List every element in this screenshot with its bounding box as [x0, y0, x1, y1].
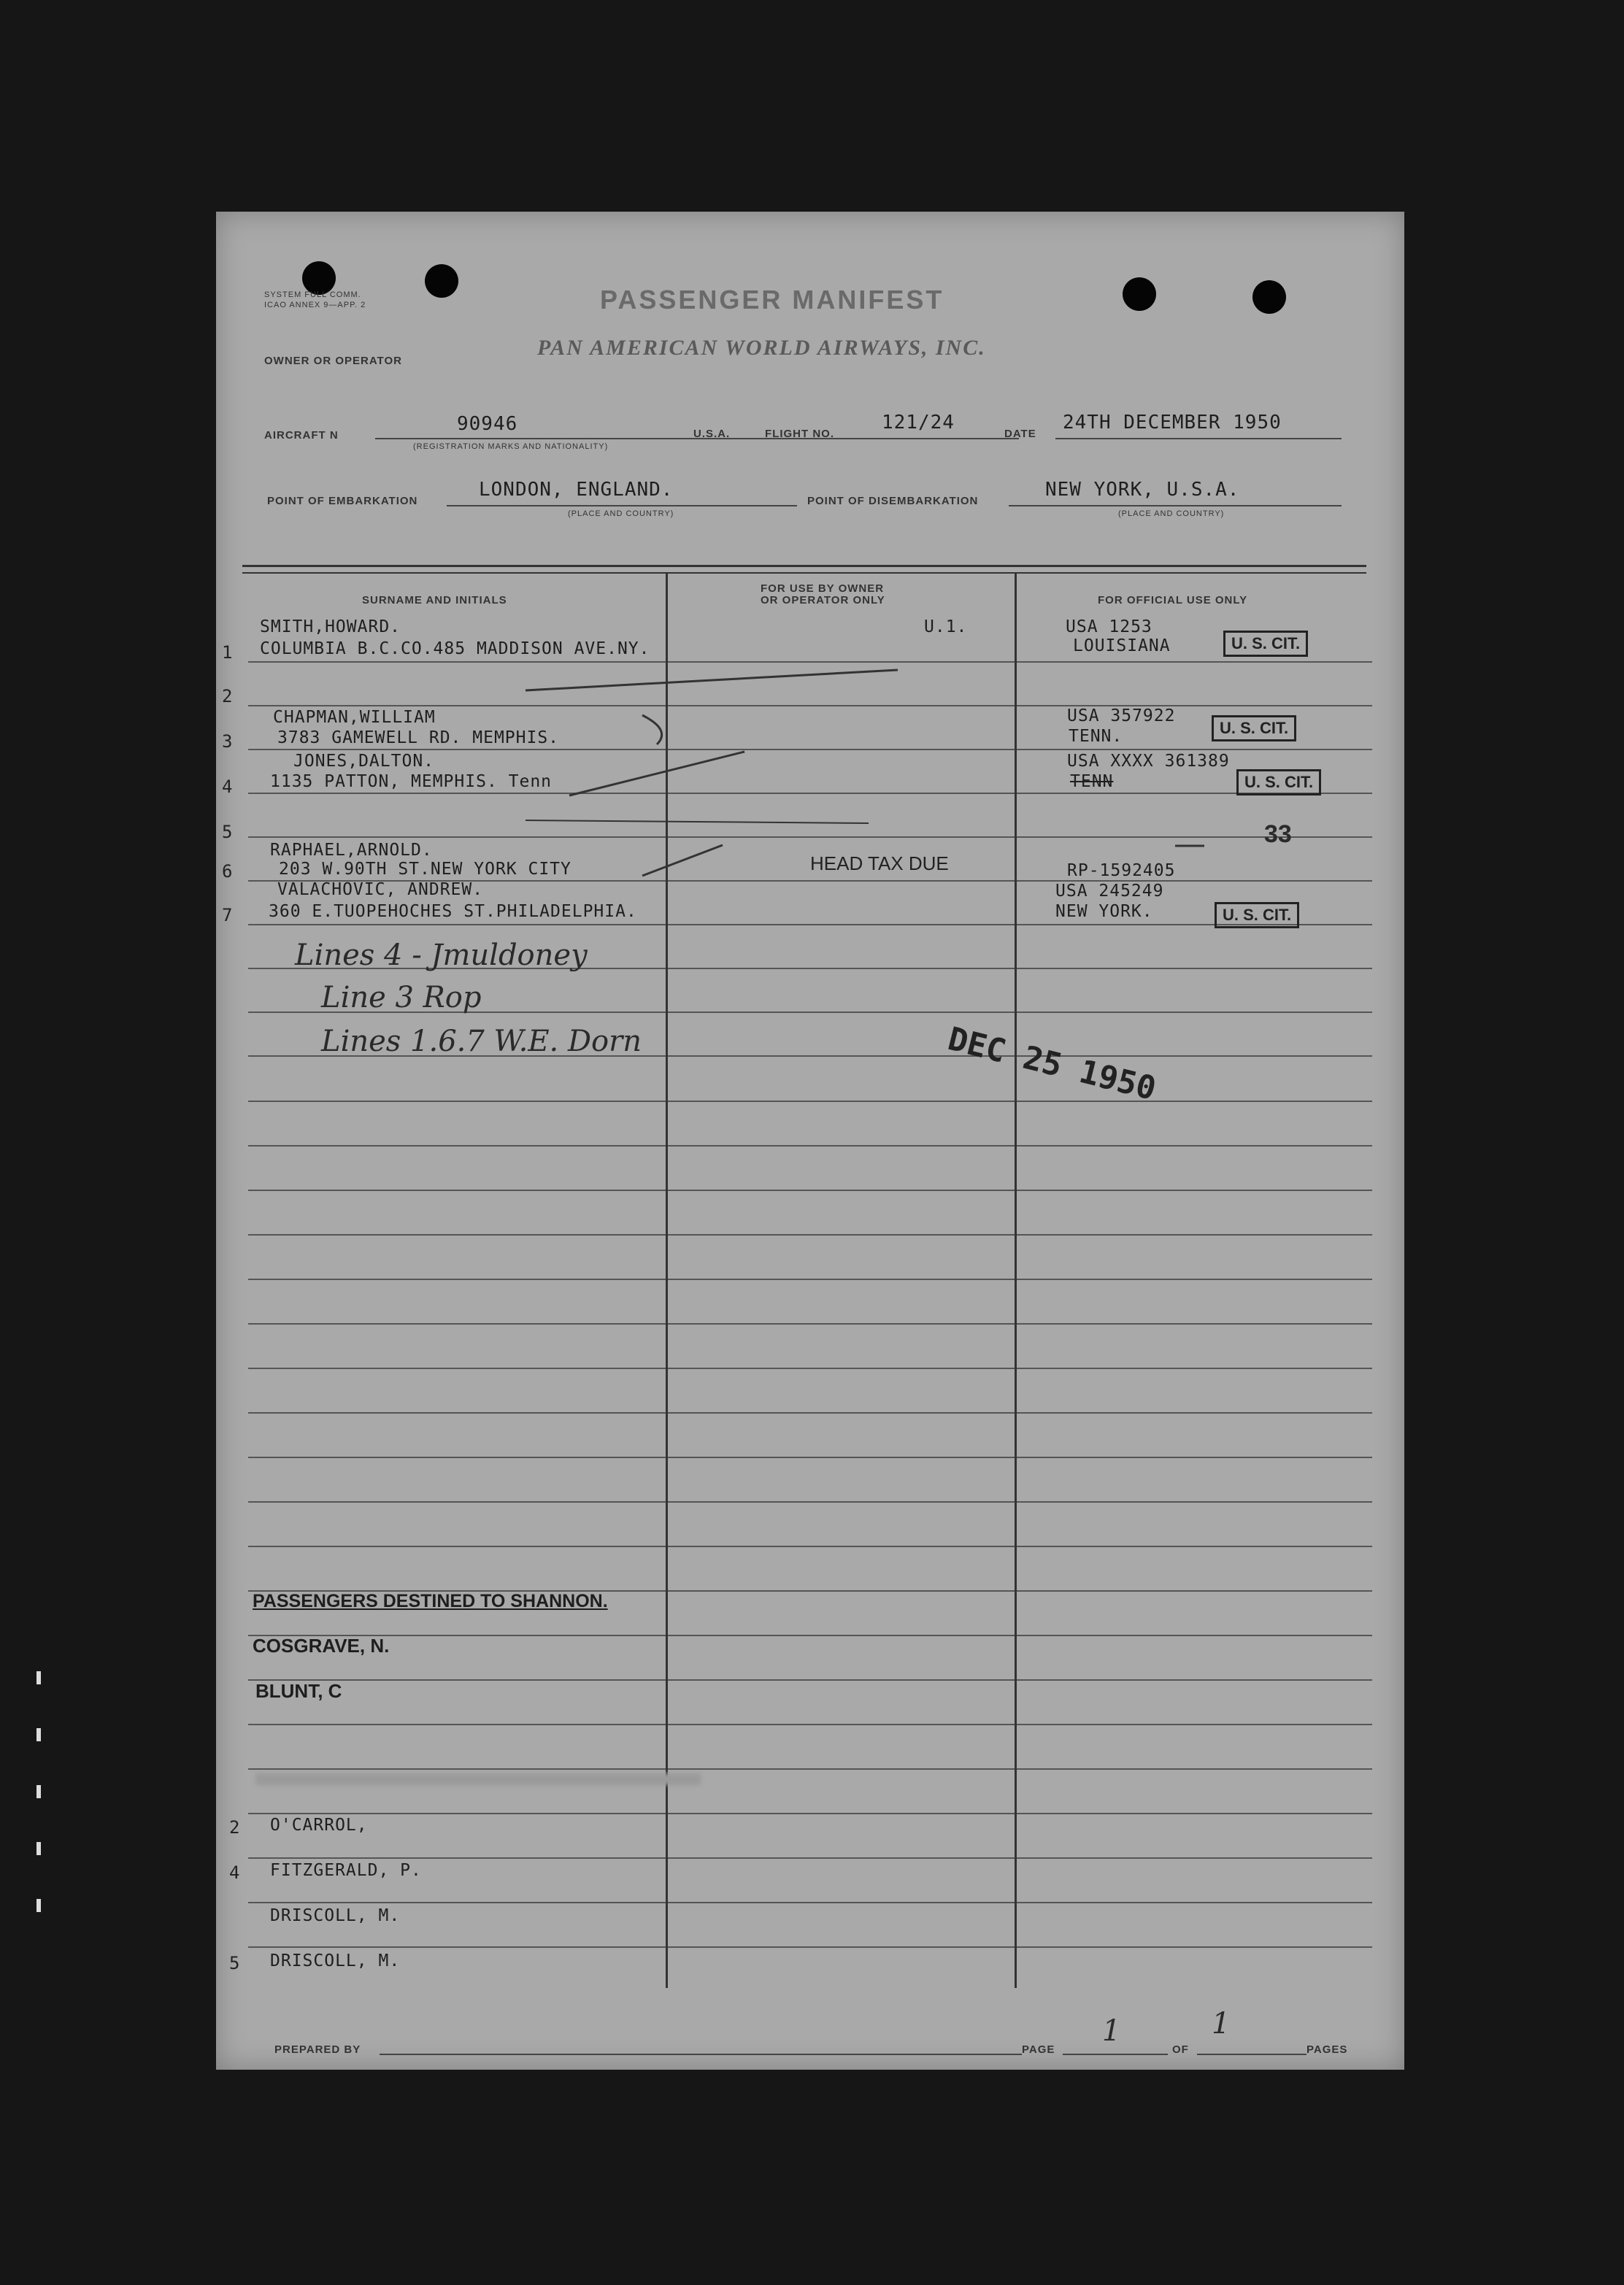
passenger-address: COLUMBIA B.C.CO.485 MADDISON AVE.NY. — [260, 639, 650, 658]
embark-place-note: (PLACE AND COUNTRY) — [568, 509, 674, 518]
passenger-name: O'CARROL, — [270, 1816, 368, 1835]
redacted-line — [255, 1773, 701, 1785]
passenger-name: DRISCOLL, M. — [270, 1906, 401, 1925]
of-label: OF — [1172, 2043, 1189, 2056]
embark-value: LONDON, ENGLAND. — [479, 479, 674, 501]
official-entry: TENN — [1070, 772, 1114, 791]
passenger-address: 3783 GAMEWELL RD. MEMPHIS. — [277, 728, 560, 747]
form-ref-1: SYSTEM FULL COMM. — [264, 290, 361, 299]
passenger-address: 203 W.90TH ST.NEW YORK CITY — [279, 860, 572, 879]
date-value: 24TH DECEMBER 1950 — [1063, 412, 1282, 434]
handwritten-note: Line 3 Rop — [321, 981, 482, 1014]
prepared-by-label: PREPARED BY — [274, 2043, 361, 2056]
line-number: 4 — [229, 1862, 240, 1883]
passenger-address: 1135 PATTON, MEMPHIS. Tenn — [270, 772, 553, 791]
head-tax-note: HEAD TAX DUE — [810, 852, 949, 874]
flight-value: 121/24 — [882, 412, 955, 434]
passenger-name: CHAPMAN,WILLIAM — [273, 708, 436, 727]
official-entry: USA XXXX 361389 — [1067, 752, 1230, 771]
shannon-header: PASSENGERS DESTINED TO SHANNON. — [253, 1591, 608, 1611]
page-label: PAGE — [1022, 2043, 1055, 2056]
embark-label: POINT OF EMBARKATION — [267, 495, 418, 507]
form-title: PASSENGER MANIFEST — [600, 285, 944, 315]
citizen-stamp: U. S. CIT. — [1236, 769, 1321, 795]
official-entry: USA 1253 — [1066, 617, 1152, 636]
date-label: DATE — [1004, 428, 1036, 440]
scan-edge-marks — [32, 1671, 47, 1978]
total-pages: 1 — [1212, 2007, 1231, 2041]
pages-label: PAGES — [1306, 2043, 1348, 2056]
tally-number: 33 — [1264, 820, 1292, 848]
passenger-name: FITZGERALD, P. — [270, 1861, 422, 1880]
official-entry: NEW YORK. — [1055, 902, 1153, 921]
col-owner-header-2: OR OPERATOR ONLY — [761, 594, 885, 606]
form-ref-2: ICAO ANNEX 9—APP. 2 — [264, 301, 366, 309]
col-owner-header-1: FOR USE BY OWNER — [761, 582, 885, 595]
line-number: 2 — [222, 686, 233, 706]
usa-label: U.S.A. — [693, 428, 731, 440]
col-official-header: FOR OFFICIAL USE ONLY — [1098, 594, 1248, 606]
official-entry: LOUISIANA — [1073, 636, 1171, 655]
date-stamp: DEC 25 1950 — [944, 1020, 1160, 1108]
official-entry: RP-1592405 — [1067, 861, 1176, 880]
owner-note: U.1. — [924, 617, 968, 636]
line-number: 3 — [222, 731, 233, 752]
aircraft-value: 90946 — [457, 413, 518, 435]
owner-value: PAN AMERICAN WORLD AIRWAYS, INC. — [537, 336, 986, 360]
line-number: 6 — [222, 861, 233, 882]
official-entry: USA 245249 — [1055, 882, 1164, 901]
handwritten-note: Lines 4 - Jmuldoney — [295, 939, 588, 972]
citizen-stamp: U. S. CIT. — [1223, 631, 1308, 657]
line-number: 5 — [229, 1953, 240, 1973]
official-entry: TENN. — [1069, 727, 1123, 746]
citizen-stamp: U. S. CIT. — [1215, 902, 1299, 928]
passenger-name: RAPHAEL,ARNOLD. — [270, 841, 433, 860]
aircraft-label: AIRCRAFT N — [264, 429, 339, 442]
col-surname-header: SURNAME AND INITIALS — [362, 594, 507, 606]
passenger-address: 360 E.TUOPEHOCHES ST.PHILADELPHIA. — [269, 902, 637, 921]
passenger-name: DRISCOLL, M. — [270, 1951, 401, 1970]
flight-label: FLIGHT NO. — [765, 428, 834, 440]
line-number: 2 — [229, 1817, 240, 1838]
shannon-passenger: COSGRAVE, N. — [253, 1635, 390, 1657]
citizen-stamp: U. S. CIT. — [1212, 715, 1296, 741]
disembark-label: POINT OF DISEMBARKATION — [807, 495, 979, 507]
disembark-value: NEW YORK, U.S.A. — [1045, 479, 1240, 501]
passenger-name: VALACHOVIC, ANDREW. — [277, 880, 484, 899]
registration-note: (REGISTRATION MARKS AND NATIONALITY) — [413, 442, 609, 451]
line-number: 5 — [222, 822, 233, 842]
handwritten-note: Lines 1.6.7 W.E. Dorn — [321, 1025, 642, 1058]
passenger-name: SMITH,HOWARD. — [260, 617, 401, 636]
line-number: 4 — [222, 777, 233, 797]
owner-label: OWNER OR OPERATOR — [264, 355, 402, 367]
passenger-name: JONES,DALTON. — [293, 752, 435, 771]
disembark-place-note: (PLACE AND COUNTRY) — [1118, 509, 1225, 518]
shannon-passenger: BLUNT, C — [255, 1680, 342, 1702]
line-number: 7 — [222, 905, 233, 925]
official-entry: USA 357922 — [1067, 706, 1176, 725]
page-number: 1 — [1102, 2014, 1121, 2048]
line-number: 1 — [222, 642, 233, 663]
